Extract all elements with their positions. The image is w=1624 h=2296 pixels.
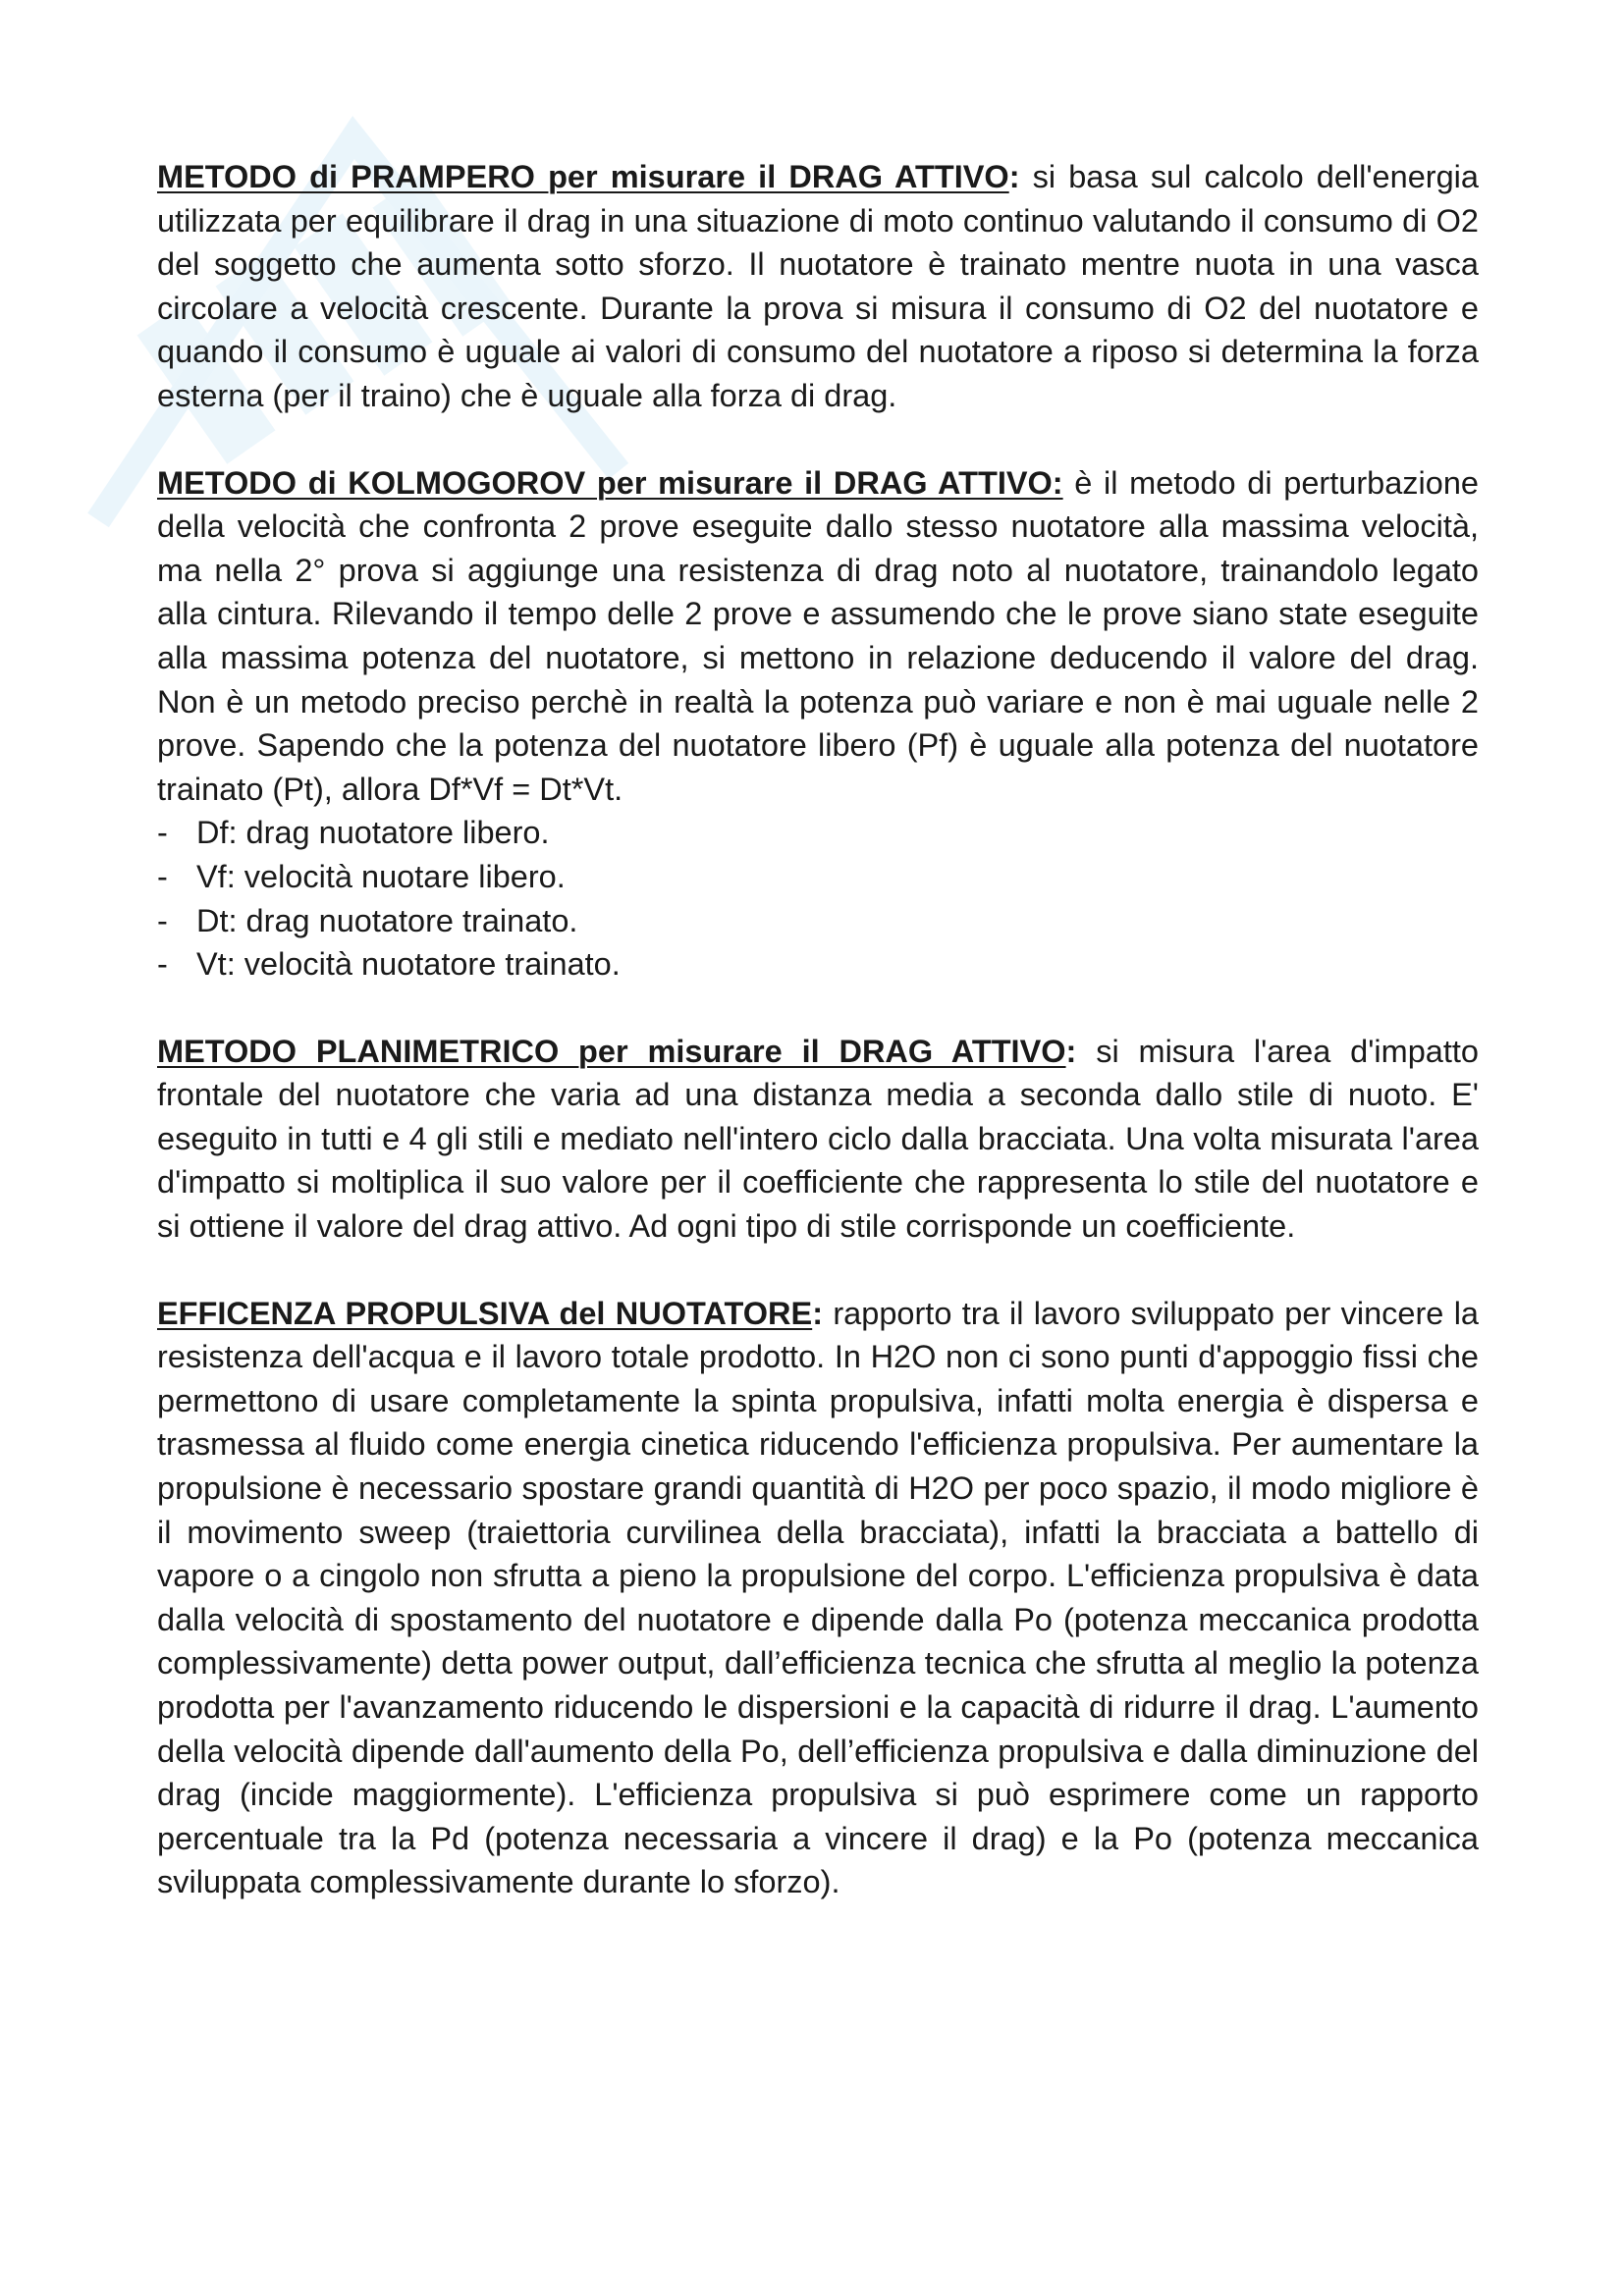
section-planimetrico xyxy=(157,1030,1479,1249)
section-heading: METODO di PRAMPERO per misurare il DRAG ATTIVO xyxy=(157,159,1009,194)
section-heading: METODO PLANIMETRICO per misurare il DRAG ATTIVO xyxy=(157,1033,1066,1069)
section-heading: EFFICENZA PROPULSIVA del NUOTATORE xyxy=(157,1295,813,1331)
list-item: - Vf: velocità nuotare libero. xyxy=(157,858,566,894)
section-body: rapporto tra il lavoro sviluppato per vincere la resistenza dell'acqua e il lavoro totale prodotto. In H2O non ci sono punti d'appoggio fissi che permettono di usare completamente la spinta propulsiva, infatti molta energia è dispersa e trasmessa al fluido come energia cinetica riducendo l'efficienza propulsiva. Per aumentare la propulsione è necessario spostare grandi quantità di H2O per poco spazio, il modo migliore è il movimento sweep (traiettoria curvilinea della bracciata), infatti la bracciata a battello di vapore o a cingolo non sfrutta a pieno la propulsione del corpo. L'efficienza propulsiva è data dalla velocità di spostamento del nuotatore e dipende dalla Po (potenza meccanica prodotta complessivamente) detta power output, dall’efficienza tecnica che sfrutta al meglio la potenza prodotta per l'avanzamento riducendo le dispersioni e la capacità di ridurre il drag. L'aumento della velocità dipende dall'aumento della Po, dell’efficienza propulsiva e dalla diminuzione del drag (incide maggiormente). L'efficienza propulsiva si può esprimere come un rapporto percentuale tra la Pd (potenza necessaria a vincere il drag) e la Po (potenza meccanica sviluppata complessivamente durante lo sforzo). xyxy=(157,1295,1479,1900)
variables-list xyxy=(157,811,1479,986)
list-item: - Df: drag nuotatore libero. xyxy=(157,815,550,851)
document-page xyxy=(157,155,1479,1948)
section-body: si basa sul calcolo dell'energia utilizzata per equilibrare il drag in una situazione di moto continuo valutando il consumo di O2 del soggetto che aumenta sotto sforzo. Il nuotatore è trainato mentre nuota in una vasca circolare a velocità crescente. Durante la prova si misura il consumo di O2 del nuotatore e quando il consumo è uguale ai valori di consumo del nuotatore a riposo si determina la forza esterna (per il traino) che è uguale alla forza di drag. xyxy=(157,159,1479,413)
heading-colon: : xyxy=(1065,1033,1077,1069)
heading-colon: : xyxy=(812,1295,824,1331)
section-body: è il metodo di perturbazione della velocità che confronta 2 prove eseguite dallo stesso nuotatore alla massima velocità, ma nella 2° prova si aggiunge una resistenza di drag noto al nuotatore, trainandolo legato alla cintura. Rilevando il tempo delle 2 prove e assumendo che le prove siano state eseguite alla massima potenza del nuotatore, si mettono in relazione deducendo il valore del drag. Non è un metodo preciso perchè in realtà la potenza può variare e non è mai uguale nelle 2 prove. Sapendo che la potenza del nuotatore libero (Pf) è uguale alla potenza del nuotatore trainato (Pt), allora Df*Vf = Dt*Vt. xyxy=(157,464,1479,807)
section-prampero xyxy=(157,155,1479,418)
section-efficienza xyxy=(157,1292,1479,1904)
section-body: si misura l'area d'impatto frontale del nuotatore che varia ad una distanza media a seconda dallo stile di nuoto. E' eseguito in tutti e 4 gli stili e mediato nell'intero ciclo dalla bracciata. Una volta misurata l'area d'impatto si moltiplica il suo valore per il coefficiente che rappresenta lo stile del nuotatore e si ottiene il valore del drag attivo. Ad ogni tipo di stile corrisponde un coefficiente. xyxy=(157,1033,1480,1245)
list-item: - Dt: drag nuotatore trainato. xyxy=(157,902,578,938)
section-kolmogorov xyxy=(157,461,1479,812)
section-heading: METODO di KOLMOGOROV per misurare il DRAG ATTIVO: xyxy=(157,464,1063,501)
heading-colon: : xyxy=(1008,159,1020,194)
list-item: - Vt: velocità nuotatore trainato. xyxy=(157,946,621,983)
